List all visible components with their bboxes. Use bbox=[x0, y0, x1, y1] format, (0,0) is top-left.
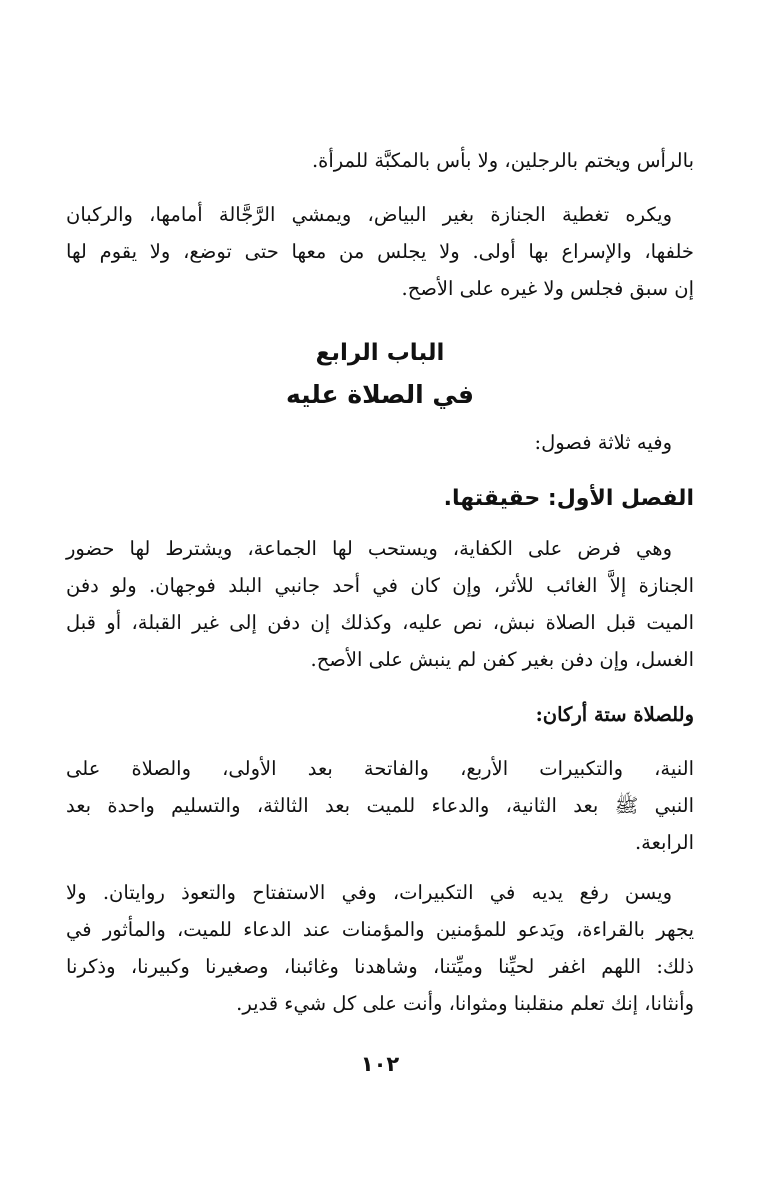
chapter-title: الباب الرابع bbox=[315, 340, 445, 366]
paragraph-line: النبي ﷺ بعد الثانية، والدعاء للميت بعد الثالثة، والتسليم واحدة بعد bbox=[66, 794, 694, 817]
paragraph-line: ذلك: اللهم اغفر لحيِّنا وميِّتنا، وشاهدنا وغائبنا، وصغيرنا وكبيرنا، وذكرنا bbox=[66, 955, 694, 978]
section-heading bbox=[66, 480, 694, 517]
paragraph-line: الجنازة إلاَّ الغائب للأثر، وإن كان في أحد جانبي البلد فوجهان. ولو دفن bbox=[66, 574, 694, 597]
paragraph-line: الميت قبل الصلاة نبش، نص عليه، وكذلك إن دفن إلى غير القبلة، أو قبل bbox=[66, 611, 694, 634]
paragraph-line: بالرأس ويختم بالرجلين، ولا بأس بالمكبَّة للمرأة. bbox=[311, 149, 694, 172]
paragraph-line: وهي فرض على الكفاية، ويستحب لها الجماعة، ويشترط لها حضور bbox=[66, 537, 672, 560]
intro-text: وفيه ثلاثة فصول: bbox=[534, 431, 672, 454]
paragraph-line: الغسل، وإن دفن بغير كفن لم ينبش على الأصح. bbox=[310, 648, 694, 671]
paragraph-line: خلفها، والإسراع بها أولى. ولا يجلس من معها حتى توضع، ولا يقوم لها bbox=[66, 240, 694, 263]
paragraph-1 bbox=[66, 142, 694, 179]
paragraph-3 bbox=[66, 530, 694, 678]
paragraph-line: إن سبق فجلس ولا غيره على الأصح. bbox=[401, 277, 694, 300]
section-title: الفصل الأول: حقيقتها. bbox=[443, 486, 694, 511]
paragraph-line: ويسن رفع يديه في التكبيرات، وفي الاستفتاح والتعوذ روايتان. ولا bbox=[66, 881, 672, 904]
intro-line bbox=[66, 424, 694, 461]
paragraph-2 bbox=[66, 196, 694, 307]
page-number: ١٠٢ bbox=[360, 1052, 400, 1076]
paragraph-5 bbox=[66, 874, 694, 1022]
paragraph-line: يجهر بالقراءة، ويَدعو للمؤمنين والمؤمنات عند الدعاء للميت، والمأثور في bbox=[66, 918, 694, 941]
paragraph-4 bbox=[66, 750, 694, 861]
chapter-subtitle: في الصلاة عليه bbox=[285, 380, 475, 409]
paragraph-line: الرابعة. bbox=[634, 831, 694, 854]
pillars-label: وللصلاة ستة أركان: bbox=[535, 703, 694, 726]
pillars-heading bbox=[66, 696, 694, 733]
paragraph-line: ويكره تغطية الجنازة بغير البياض، ويمشي الرَّجَّالة أمامها، والركبان bbox=[66, 203, 672, 226]
paragraph-line: وأنثانا، إنك تعلم منقلبنا ومثوانا، وأنت على كل شيء قدير. bbox=[236, 992, 694, 1015]
paragraph-line: النية، والتكبيرات الأربع، والفاتحة بعد الأولى، والصلاة على bbox=[66, 757, 694, 780]
